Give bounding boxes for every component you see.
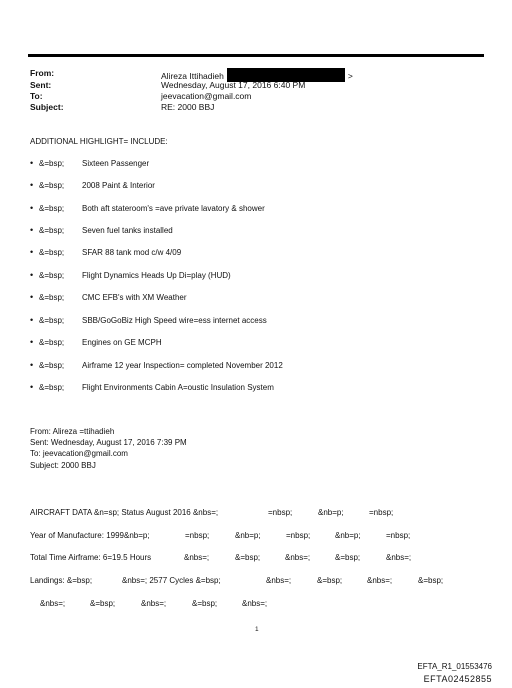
bullet-icon: • xyxy=(30,270,34,280)
bullet-icon: • xyxy=(30,203,34,213)
from-name: Alireza Ittihadieh xyxy=(161,71,224,81)
sent-value: Wednesday, August 17, 2016 6:40 PM xyxy=(161,80,306,90)
bullet-icon: • xyxy=(30,158,34,168)
bullet-icon: • xyxy=(30,382,34,392)
bullet-icon: • xyxy=(30,292,34,302)
header-rule xyxy=(28,54,484,57)
bullet-icon: • xyxy=(30,225,34,235)
to-label: To: xyxy=(30,91,43,101)
subject-value: RE: 2000 BBJ xyxy=(161,102,215,112)
bullet-icon: • xyxy=(30,337,34,347)
sent-label: Sent: xyxy=(30,80,52,90)
bullet-icon: • xyxy=(30,315,34,325)
forward-from: From: Alireza =ttihadieh xyxy=(30,427,115,436)
forward-to: To: jeevacation@gmail.com xyxy=(30,449,128,458)
forward-sent: Sent: Wednesday, August 17, 2016 7:39 PM xyxy=(30,438,187,447)
subject-label: Subject: xyxy=(30,102,64,112)
forward-subject: Subject: 2000 BBJ xyxy=(30,461,96,470)
footer-id-2: EFTA02452855 xyxy=(423,674,492,684)
bullet-icon: • xyxy=(30,360,34,370)
from-label: From: xyxy=(30,68,55,78)
highlights-title: ADDITIONAL HIGHLIGHT= INCLUDE: xyxy=(30,137,168,146)
from-suffix: > xyxy=(347,71,353,81)
bullet-icon: • xyxy=(30,180,34,190)
to-value: jeevacation@gmail.com xyxy=(161,91,252,101)
footer-id-1: EFTA_R1_01553476 xyxy=(417,662,492,671)
page-number: 1 xyxy=(255,626,259,633)
bullet-icon: • xyxy=(30,247,34,257)
